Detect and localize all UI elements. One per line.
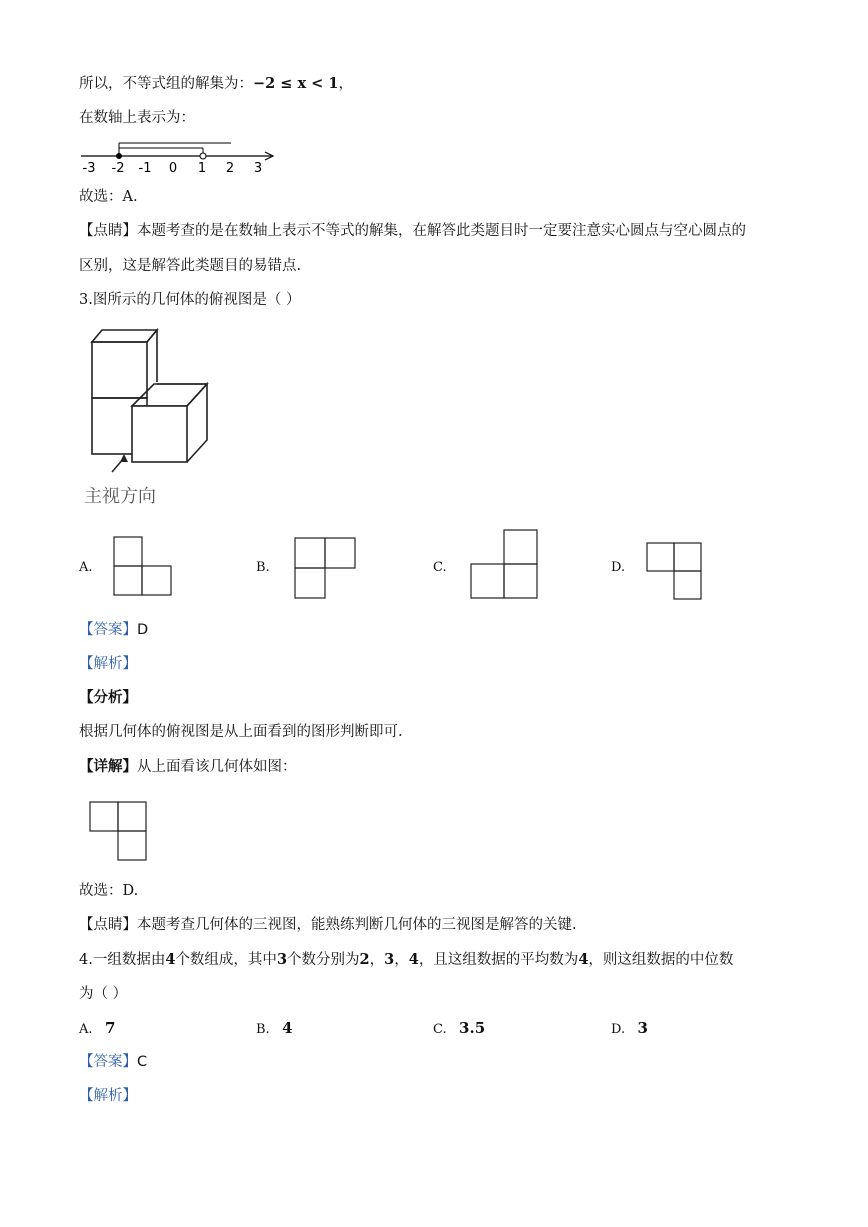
option-c-figure[interactable] (469, 528, 541, 602)
tick-label: -3 (82, 161, 96, 176)
solid-point (116, 153, 122, 159)
q4-option-d[interactable]: D. 3 (611, 1019, 648, 1037)
answer-value: D (137, 622, 149, 638)
question4-stem: 4.一组数据由4个数组成，其中3个数分别为2，3，4，且这组数据的平均数为4，则这组数据的中位数 (79, 951, 734, 968)
axis-intro: 在数轴上表示为： (79, 110, 195, 126)
tick-label: -1 (138, 161, 152, 176)
question-stem: 3.图所示的几何体的俯视图是（ ） (79, 292, 301, 308)
q4-option-c[interactable]: C. 3.5 (433, 1019, 486, 1037)
detail-line: 【详解】从上面看该几何体如图： (79, 758, 297, 775)
tick-label: 1 (197, 161, 207, 176)
option-a-figure[interactable] (113, 535, 175, 599)
comment-line: 【点睛】本题考查的是在数轴上表示不等式的解集，在解答此类题目时一定要注意实心圆点与空心圆点的 (79, 223, 746, 239)
question4-stem-2: 为（ ） (79, 986, 128, 1002)
option-b-figure[interactable] (293, 536, 357, 602)
choice-text-q3: 故选：D. (79, 883, 139, 899)
solid-figure (82, 322, 222, 512)
option-c-label[interactable]: C. (433, 560, 447, 575)
comment-line-q3: 【点睛】本题考查几何体的三视图，能熟练判断几何体的三视图是解答的关键. (79, 917, 577, 933)
view-direction-label: 主视方向 (84, 486, 156, 507)
option-d-label[interactable]: D. (611, 560, 626, 575)
q4-option-a[interactable]: A. 7 (79, 1019, 116, 1037)
comment-line-2: 区别，这是解答此类题目的易错点. (79, 258, 302, 274)
fenxi-text: 根据几何体的俯视图是从上面看到的图形判断即可. (79, 724, 403, 740)
tick-label: 2 (225, 161, 235, 176)
tick-label: 3 (253, 161, 263, 176)
solution-line: 所以，不等式组的解集为：−2 ≤ x < 1， (79, 75, 353, 92)
q4-answer-value: C (137, 1054, 148, 1070)
option-d-figure[interactable] (646, 541, 706, 603)
hollow-point (200, 153, 206, 159)
solution-math: −2 ≤ x < 1 (253, 75, 339, 92)
number-line-figure (79, 138, 279, 178)
top-view-figure (88, 800, 150, 864)
tick-label: -2 (111, 161, 125, 176)
fenxi-tag: 【分析】 (79, 689, 137, 706)
q4-analysis-tag: 【解析】 (79, 1088, 137, 1104)
tick-label: 0 (168, 161, 178, 176)
q4-option-b[interactable]: B. 4 (256, 1019, 293, 1037)
choice-text: 故选：A. (79, 189, 138, 205)
answer-line: 【答案】D (79, 622, 149, 638)
option-a-label[interactable]: A. (79, 560, 93, 575)
q4-answer-line: 【答案】C (79, 1054, 148, 1070)
analysis-tag: 【解析】 (79, 656, 137, 672)
option-b-label[interactable]: B. (256, 560, 270, 575)
